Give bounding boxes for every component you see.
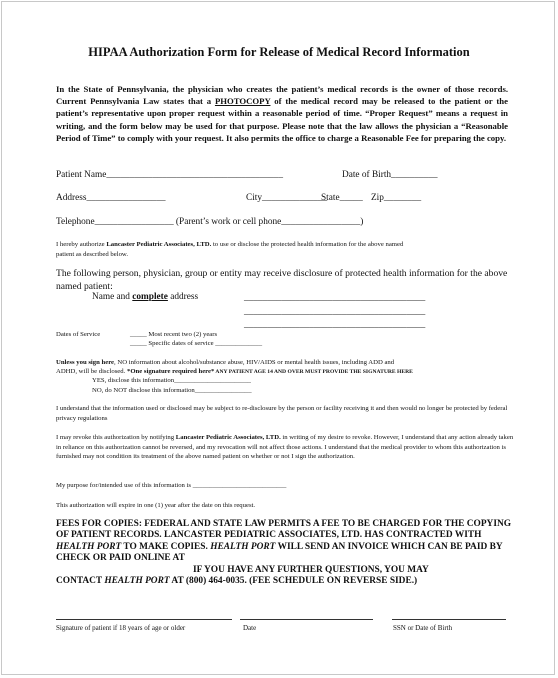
disclosure-text: The following person, physician, group or entity may receive disclosure of protected health information for the above named patient: <box>56 268 508 292</box>
zip-field[interactable]: Zip________ <box>371 193 422 203</box>
name-label-post: address <box>167 292 199 302</box>
health-port-3: HEALTH PORT <box>104 576 170 587</box>
date-caption: Date <box>243 624 257 632</box>
fees-notice <box>56 519 516 587</box>
address-blank-3[interactable]: _______________________________________ <box>244 320 426 330</box>
sensitive-text: , NO information about alcohol/substance abuse, HIV/AIDS or mental health issues, including ADD and <box>114 359 395 366</box>
health-port-1: HEALTH PORT <box>56 541 122 552</box>
revocation-statement <box>56 433 514 462</box>
city-field[interactable]: City______________ <box>246 193 328 203</box>
authorize-org: Lancaster Pediatric Associates, LTD. <box>106 241 212 248</box>
patient-name-field[interactable]: Patient Name______________________________________ <box>56 170 283 180</box>
intro-text-2: of the medical record may be released to the patient or the patient’s representative upon proper request within a reasonable period of time. “Proper Request” means a request in writing, and the form below may be used for that purpose. Please note that the law allows the physician a “Reasonable Period of Time” to comply with your request. It also permits the office to charge a Reasonable Fee for preparing the copy. <box>56 96 508 143</box>
address-blank-2[interactable]: _______________________________________ <box>244 307 426 317</box>
intro-text-1: In the State of Pennsylvania, the physician who creates the patient’s medical records is the owner of those records. Current Pennsylvania Law states that a <box>56 84 508 107</box>
signature-caption: Signature of patient if 18 years of age or older <box>56 624 186 632</box>
fees-text-1: FEES FOR COPIES: FEDERAL AND STATE LAW PERMITS A FEE TO BE CHARGED FOR THE COPYING OF PATIENT RECORDS. LANCASTER PEDIATRIC ASSOCIATES, LTD. HAS CONTRACTED WITH <box>56 519 512 541</box>
form-title: HIPAA Authorization Form for Release of Medical Record Information <box>88 45 470 59</box>
fees-text-4: IF YOU HAVE ANY FURTHER QUESTIONS, YOU MAY <box>193 564 429 575</box>
fees-text-6: AT (800) 464-0035. (FEE SCHEDULE ON REVERSE SIDE.) <box>169 576 418 587</box>
purpose-field[interactable]: My purpose for/intended use of this information is ____________________________ <box>56 482 287 489</box>
revoke-pre: I may revoke this authorization by notifying <box>56 434 176 441</box>
photocopy-emphasis: PHOTOCOPY <box>214 96 271 107</box>
state-field[interactable]: State_____ <box>321 193 363 203</box>
dates-of-service-label: Dates of Service <box>56 331 101 338</box>
authorize-line-1 <box>56 240 403 250</box>
dob-field[interactable]: Date of Birth__________ <box>342 170 438 180</box>
intro-paragraph <box>56 83 508 144</box>
ssn-caption: SSN or Date of Birth <box>393 624 453 632</box>
redisclosure-statement: I understand that the information used or disclosed may be subject to re-disclosure by the person or facility receiving it and then would no longer be protected by federal privacy regulations <box>56 405 508 422</box>
address-field[interactable]: Address_________________ <box>56 193 166 203</box>
name-label-pre: Name and <box>92 292 133 302</box>
disclose-yes-line[interactable]: YES, disclose this information_______________________ <box>92 377 252 384</box>
sensitive-line2-pre: ADHD, will be disclosed. <box>56 368 127 375</box>
health-port-2: HEALTH PORT <box>210 541 276 552</box>
fees-text-5: CONTACT <box>56 576 105 587</box>
service-option-recent[interactable]: _____ Most recent two (2) years <box>130 331 218 338</box>
telephone-field[interactable]: Telephone_________________ (Parent’s work or cell phone_________________) <box>56 217 364 227</box>
authorize-post: to use or disclose the protected health information for the above named <box>211 241 404 248</box>
service-option-specific[interactable]: _____ Specific dates of service ______________ <box>130 340 263 347</box>
authorize-line-2: patient as described below. <box>56 251 128 258</box>
address-blank-1[interactable]: _______________________________________ <box>244 293 426 303</box>
date-line[interactable] <box>240 619 373 620</box>
fees-text-2: TO MAKE COPIES. <box>121 541 211 552</box>
signature-required-note: *One signature required here* <box>126 368 215 375</box>
expiration-statement: This authorization will expire in one (1) year after the date on this request. <box>56 502 256 509</box>
disclose-no-line[interactable]: NO, do NOT disclose this information_________________ <box>92 387 252 394</box>
authorize-pre: I hereby authorize <box>56 241 107 248</box>
sensitive-lead: Unless you sign here <box>56 359 115 366</box>
revoke-org: Lancaster Pediatric Associates, LTD. <box>175 434 281 441</box>
fees-text-3: WILL SEND AN INVOICE WHICH CAN BE PAID BY CHECK OR PAID ONLINE AT <box>56 541 503 564</box>
revoke-post: in writing of my desire to revoke. However, I understand that any action already taken in reliance on this authorization cannot be reversed, and my revocation will not affect those actions. I understand that the medical provider to whom this authorization is furnished may not condition its treatment of the above named patient on whether or not I sign the authorization. <box>56 434 514 460</box>
ssn-line[interactable] <box>392 619 506 620</box>
name-label-bold: complete <box>132 292 168 302</box>
age-requirement-note: ANY PATIENT AGE 14 AND OVER MUST PROVIDE THE SIGNATURE HERE <box>214 369 413 375</box>
name-address-label <box>92 292 198 302</box>
signature-line[interactable] <box>56 619 232 620</box>
